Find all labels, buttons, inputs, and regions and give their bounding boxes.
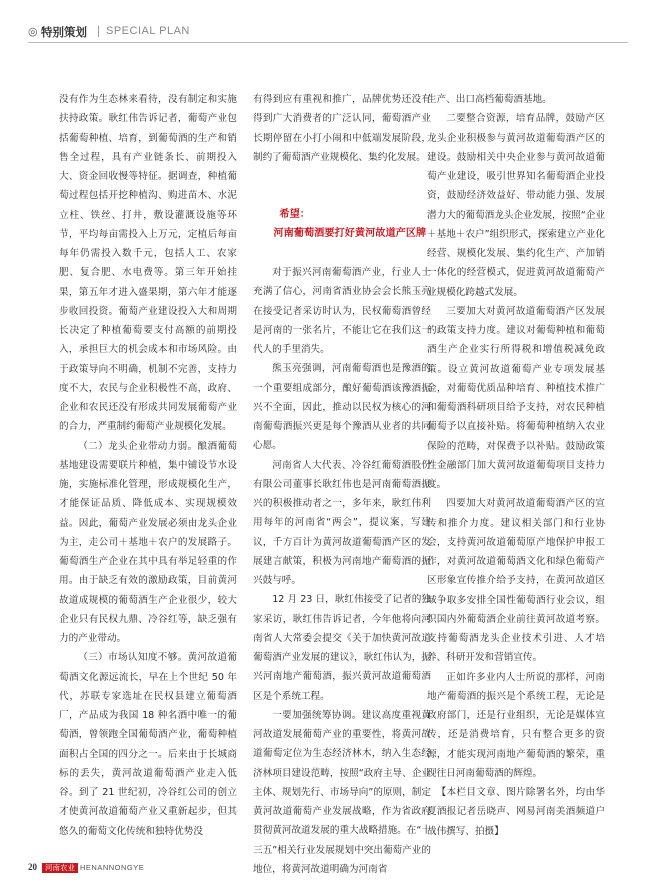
paragraph: （三）市场认知度不够。黄河故道葡萄酒文化源远流长，早在上个世纪 50 年代，苏联专家选址在民权县建立葡萄酒厂，产品成为我国 18 种名酒中唯一的葡萄酒，曾领跑全国葡萄酒产业，葡萄种植面积占全国的四分之一。后来由于长城商标的丢失，黄河故道葡萄酒产业走入低谷。到了 21 世纪初，冷谷红公司的创立才使黄河故道葡萄产业又重新起步，但其悠久的葡萄文化传统和独特优势没 <box>59 652 237 837</box>
paragraph: 对于振兴河南葡萄酒产业，行业人士充满了信心，河南省酒业协会会长熊玉亮在接受记者采访时认为，民权葡萄酒曾经是河南的一张名片，不能让它在我们这一代人的手里消失。 <box>253 267 431 355</box>
paragraph: 12 月 23 日，耿红伟接受了记者的独家采访，耿红伟告诉记者，今年他将向河南省人大常委会提交《关于加快黄河故道葡萄酒产业发展的建议》，耿红伟认为，振兴河南地产葡萄酒，振兴黄河故道葡萄酒区是个系统工程。 <box>253 594 431 702</box>
paragraph: 二要整合资源，培育品牌，鼓励产区龙头企业积极参与黄河故道葡萄酒产区的建设。鼓励相关中央企业参与黄河故道葡萄产业建设，吸引世界知名葡萄酒企业投资，鼓励经济效益好、带动能力强、发展潜力大的葡萄酒龙头企业发展，按照“企业＋基地＋农户”组织形式，探索建立产业化经营、规模化发展、集约化生产、产加销一体化的经营模式，促进黄河故道葡萄产业规模化跨越式发展。 <box>427 113 605 298</box>
spacer <box>253 167 431 205</box>
subheading-title: 河南葡萄酒要打好黄河故道产区牌 <box>273 228 427 239</box>
section-mark-icon: ◎ <box>28 25 38 38</box>
page-header <box>28 24 628 40</box>
paragraph: 河南省人大代表、冷谷红葡萄酒股份有限公司董事长耿红伟也是河南葡萄酒振兴的积极推动者之一，多年来，耿红伟利用每年的河南省“两会”，提议案，写建议，千方百计为黄河故道葡萄酒产区的发展建言献策，积极为河南地产葡萄酒的振兴鼓与呼。 <box>253 459 431 586</box>
paragraph: 一要加强统筹协调。建议高度重视黄河故道发展葡萄产业的重要性，将黄河故道葡萄定位为生态经济林木，纳入生态经济林项目建设范畴，按照“政府主导、企业主体、规划先行、市场导向”的原则，制定黄河故道葡萄产业发展战略，作为省政府贯彻黄河故道发展的重大战略措施。在“十三五”相关行业发展规划中突出葡萄产业的地位，将黄河故道明确为河南省 <box>253 709 431 875</box>
paragraph: 没有作为生态林来看待，没有制定和实施扶持政策。耿红伟告诉记者，葡萄产业包括葡萄种植、培育，到葡萄酒的生产和销售全过程，具有产业链条长、前期投入大、资金回收慢等特征。据调查，种植葡萄过程包括开挖种植沟、购进苗木、水泥立柱、铁丝、打井，敷设灌溉设施等环节，平均每亩需投入上万元，定植后每亩每年仍需投入数千元，包括人工、农家肥、复合肥、水电费等。第三年开始挂果，第五年才进入盛果期，第六年才能逐步收回投资。葡萄产业建设投入大和周期长决定了种植葡萄要支付高额的前期投入，承担巨大的机会成本和市场风险。由于政策导向不明确，机制不完善，支持力度不大，农民与企业积极性不高，政府、企业和农民还没有形成共同发展葡萄产业的合力，严重制约葡萄产业规模化发展。 <box>59 94 237 433</box>
section-title: 特别策划 <box>41 25 87 39</box>
spacer <box>253 243 431 263</box>
paragraph: 有得到应有重视和推广，品牌优势还没有得到广大消费者的广泛认同，葡萄酒产业长期停留在小打小闹和中低端发展阶段，制约了葡萄酒产业规模化、集约化发展。 <box>253 94 431 163</box>
subheading-label: 希望： <box>279 209 310 220</box>
paragraph: 正如许多业内人士所说的那样，河南地产葡萄酒的振兴是个系统工程，无论是政府部门，还是行业组织，无论是媒体宣传，还是消费培育，只有整合更多的资源，才能实现河南地产葡萄酒的繁荣，重现往日河南葡萄酒的辉煌。 <box>427 671 605 779</box>
section-title-en: SPECIAL PLAN <box>106 25 190 37</box>
text-column-2 <box>253 90 431 879</box>
header-rule <box>28 42 628 43</box>
paragraph: 熊玉亮强调，河南葡萄酒也是豫酒的一个重要组成部分，酿好葡萄酒该豫酒振兴不全面，因此，推动以民权为核心的河南葡萄酒振兴更是每个豫酒从业者的共同心愿。 <box>253 363 431 452</box>
header-divider <box>98 26 99 37</box>
paragraph: 三要加大对黄河故道葡萄酒产区发展的政策支持力度。建议对葡萄种植和葡萄酒生产企业实行所得税和增值税减免政策。设立黄河故道葡萄产业专项发展基金，对葡萄优质品种培育、种植技术推广和葡萄酒科研项目给予支持，对农民种植葡萄予以直接补贴。将葡萄种植纳入农业保险的范畴，对保费予以补贴。鼓励政策性金融部门加大黄河故道葡萄项目支持力度。 <box>427 305 605 490</box>
magazine-badge: 河南农业 <box>42 863 78 873</box>
paragraph: 生产、出口高档葡萄酒基地。 <box>427 94 552 105</box>
page-number: 20 <box>28 862 37 872</box>
credit-note: 【本栏目文章、图片除署名外，均由华夏酒报记者岳晓声、网易河南美酒频道户战伟撰写、拍摄】 <box>427 787 605 837</box>
paragraph: 四要加大对黄河故道葡萄酒产区的宣传和推介力度。建议相关部门和行业协会，支持黄河故道葡萄原产地保护申报工作，对黄河故道葡萄酒文化和绿色葡萄产区形象宣传推介给予支持，在黄河故道区域争取多安排全国性葡萄酒行业会议，组织国内外葡萄酒企业前往黄河故道考察。支持葡萄酒龙头企业技术引进、人才培养、科研开发和营销宣传。 <box>427 498 605 664</box>
text-column-3 <box>427 90 605 841</box>
magazine-name-en: HENANNONGYE <box>80 863 145 872</box>
text-column-1 <box>59 90 237 841</box>
paragraph: （二）龙头企业带动力弱。酿酒葡萄基地建设需要联片种植，集中铺设节水设施，实施标准化管理，形成规模化生产，才能保证品质、降低成本、实现规模效益。因此，葡萄产业发展必须由龙头企业为主，走公司＋基地＋农户的发展路子。葡萄酒生产企业在其中具有举足轻重的作用。由于缺乏有效的激励政策，目前黄河故道成规模的葡萄酒生产企业很少，较大企业只有民权九鼎、冷谷红等，缺乏强有力的产业带动。 <box>59 440 237 644</box>
page-footer <box>28 862 628 876</box>
